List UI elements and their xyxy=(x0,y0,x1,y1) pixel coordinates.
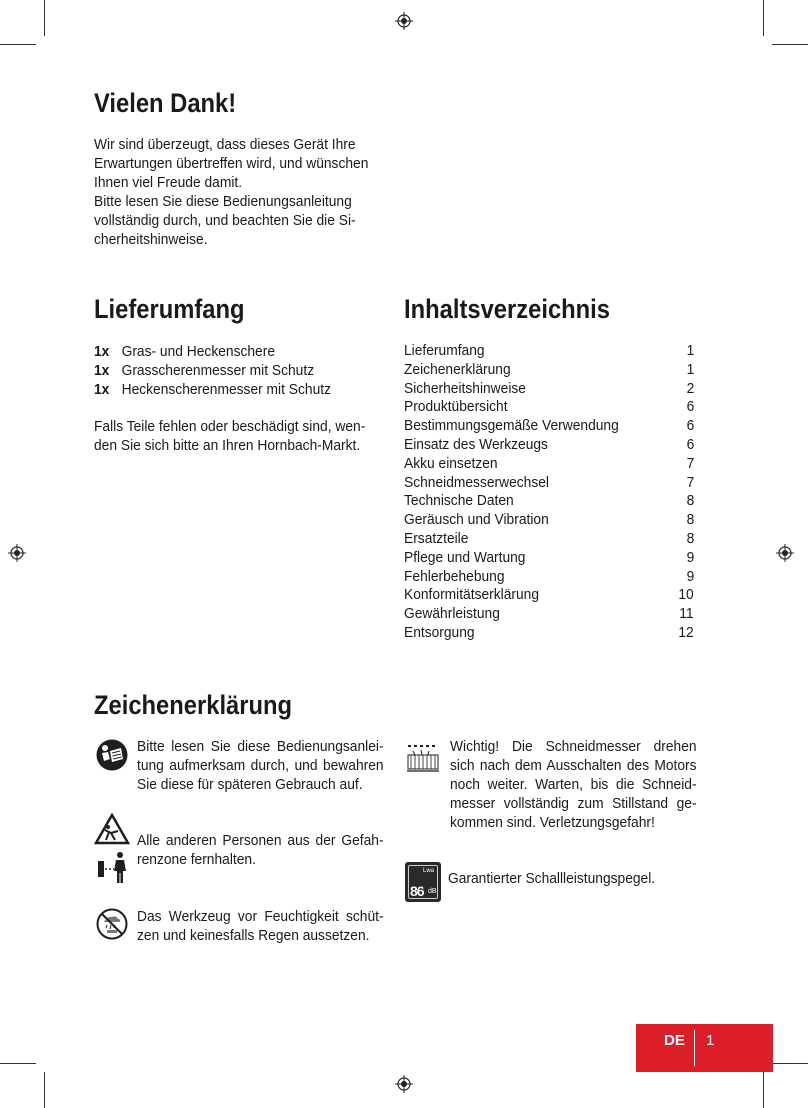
text-line: sich nach dem Ausschalten des Motors xyxy=(450,757,697,774)
text-line: Sie diese für späteren Gebrauch auf. xyxy=(137,776,363,793)
language-code: DE xyxy=(664,1032,685,1049)
toc-entry xyxy=(404,436,694,455)
thanks-paragraph xyxy=(94,135,383,249)
toc-entry-label: Einsatz des Werkzeugs xyxy=(404,435,548,453)
text-line: noch weiter. Warten, bis die Schneid- xyxy=(450,776,697,793)
list-item xyxy=(94,380,331,399)
toc-entry xyxy=(404,568,694,587)
symbols-heading: Zeichenerklärung xyxy=(94,690,293,720)
toc-entry xyxy=(404,511,694,530)
toc-entry xyxy=(404,624,694,643)
text-line: cherheitshinweise. xyxy=(94,231,208,248)
thanks-heading: Vielen Dank! xyxy=(94,88,237,118)
toc-entry xyxy=(404,530,694,549)
sound-level-text xyxy=(448,869,695,888)
text-line: zen und keinesfalls Regen aussetzen. xyxy=(137,927,370,944)
toc-entry-label: Gewährleistung xyxy=(404,605,500,623)
text-line: Erwartungen übertreffen wird, und wünschen xyxy=(94,155,369,172)
toc-entry-label: Fehlerbehebung xyxy=(404,567,505,585)
toc-entry xyxy=(404,361,694,380)
toc-entry-page: 8 xyxy=(686,492,694,510)
toc-entry-page: 12 xyxy=(678,623,694,641)
sound-level-icon xyxy=(405,862,441,902)
toc-entry-label: Technische Daten xyxy=(404,492,514,510)
sound-icon-label: Lwa xyxy=(423,868,435,874)
item-name: Gras- und Heckenschere xyxy=(121,343,276,360)
toc-entry xyxy=(404,398,694,417)
text-line: renzone fernhalten. xyxy=(137,851,256,868)
toc-entry-label: Produktübersicht xyxy=(404,398,508,416)
text-line: vollständig durch, und beachten Sie die Si- xyxy=(94,212,356,229)
toc-entry-label: Schneidmesserwechsel xyxy=(404,473,549,491)
toc-entry xyxy=(404,417,694,436)
toc-entry-page: 9 xyxy=(686,567,694,585)
crop-mark xyxy=(772,44,808,45)
toc-entry xyxy=(404,586,694,605)
text-line: Das Werkzeug vor Feuchtigkeit schüt- xyxy=(137,908,384,925)
text-line: Bitte lesen Sie diese Bedienungsanlei- xyxy=(137,738,384,755)
text-line: Alle anderen Personen aus der Gefah- xyxy=(137,832,384,849)
toc-entry-page: 6 xyxy=(686,398,694,416)
toc-entry-label: Bestimmungsgemäße Verwendung xyxy=(404,417,619,435)
text-line: den Sie sich bitte an Ihren Hornbach-Markt. xyxy=(94,437,361,454)
toc-entry xyxy=(404,474,694,493)
text-line: messer vollständig zum Stillstand ge- xyxy=(450,795,697,812)
toc-entry-label: Ersatzteile xyxy=(404,529,469,547)
toc-entry xyxy=(404,380,694,399)
toc-entry xyxy=(404,492,694,511)
toc-entry-page: 9 xyxy=(686,548,694,566)
toc-entry-label: Akku einsetzen xyxy=(404,454,498,472)
blade-rundown-icon xyxy=(405,741,441,775)
sound-icon-unit: dB xyxy=(428,888,437,895)
item-qty: 1x xyxy=(94,381,110,398)
scope-list xyxy=(94,342,331,399)
scope-heading: Lieferumfang xyxy=(94,294,245,324)
list-item xyxy=(94,361,331,380)
toc-entry-page: 6 xyxy=(686,435,694,453)
text-line: Wir sind überzeugt, dass dieses Gerät Ihre xyxy=(94,136,356,153)
toc-entry-page: 8 xyxy=(686,511,694,529)
toc-entry xyxy=(404,549,694,568)
toc-entry-label: Geräusch und Vibration xyxy=(404,511,549,529)
text-line: Ihnen viel Freude damit. xyxy=(94,174,243,191)
blades-warning-text xyxy=(450,737,697,832)
toc-entry-page: 10 xyxy=(678,586,694,604)
toc-entry-page: 11 xyxy=(679,605,694,623)
page-badge xyxy=(636,1024,773,1072)
text-line: Bitte lesen Sie diese Bedienungsanleitung xyxy=(94,193,352,210)
toc-list xyxy=(404,342,694,643)
toc-entry-page: 1 xyxy=(686,342,694,359)
toc-entry-label: Entsorgung xyxy=(404,623,475,641)
toc-entry-label: Zeichenerklärung xyxy=(404,360,511,378)
text-line: Wichtig! Die Schneidmesser drehen xyxy=(450,738,697,755)
toc-entry-label: Pflege und Wartung xyxy=(404,548,526,566)
toc-entry-page: 7 xyxy=(686,473,694,491)
keep-away-text xyxy=(137,831,384,869)
toc-entry-page: 2 xyxy=(686,379,694,397)
item-name: Heckenscherenmesser mit Schutz xyxy=(121,381,331,398)
text-line: kommen sind. Verletzungsgefahr! xyxy=(450,814,655,831)
crop-mark xyxy=(44,1072,45,1108)
toc-entry-page: 8 xyxy=(686,529,694,547)
text-line: tung aufmerksam durch, und bewahren xyxy=(137,757,384,774)
crop-mark xyxy=(763,0,764,36)
toc-entry-label: Konformitätserklärung xyxy=(404,586,539,604)
text-line: Garantierter Schallleistungspegel. xyxy=(448,870,656,887)
read-manual-text xyxy=(137,737,384,794)
scope-note xyxy=(94,417,383,455)
item-qty: 1x xyxy=(94,343,110,360)
registration-mark-icon xyxy=(8,544,26,562)
toc-entry-label: Sicherheitshinweise xyxy=(404,379,526,397)
sound-icon-value: 86 xyxy=(410,883,424,899)
crop-mark xyxy=(0,1063,36,1064)
crop-mark xyxy=(44,0,45,36)
moisture-text xyxy=(137,907,384,945)
toc-entry xyxy=(404,455,694,474)
toc-entry-page: 7 xyxy=(686,454,694,472)
crop-mark xyxy=(763,1072,764,1108)
no-rain-icon xyxy=(96,908,128,940)
toc-heading: Inhaltsverzeichnis xyxy=(404,294,611,324)
crop-mark xyxy=(772,1063,808,1064)
page-number: 1 xyxy=(706,1032,715,1049)
toc-entry-page: 1 xyxy=(686,360,694,378)
toc-entry-page: 6 xyxy=(686,417,694,435)
bystander-warning-icon xyxy=(94,813,130,885)
registration-mark-icon xyxy=(776,544,794,562)
badge-divider xyxy=(694,1030,695,1066)
toc-entry xyxy=(404,342,694,361)
list-item xyxy=(94,342,331,361)
toc-entry xyxy=(404,605,694,624)
registration-mark-icon xyxy=(395,12,413,30)
crop-mark xyxy=(0,44,36,45)
read-manual-icon xyxy=(96,739,128,771)
item-name: Grasscherenmesser mit Schutz xyxy=(121,362,315,379)
registration-mark-icon xyxy=(395,1075,413,1093)
item-qty: 1x xyxy=(94,362,110,379)
toc-entry-label: Lieferumfang xyxy=(404,342,485,359)
text-line: Falls Teile fehlen oder beschädigt sind, wen- xyxy=(94,418,366,435)
